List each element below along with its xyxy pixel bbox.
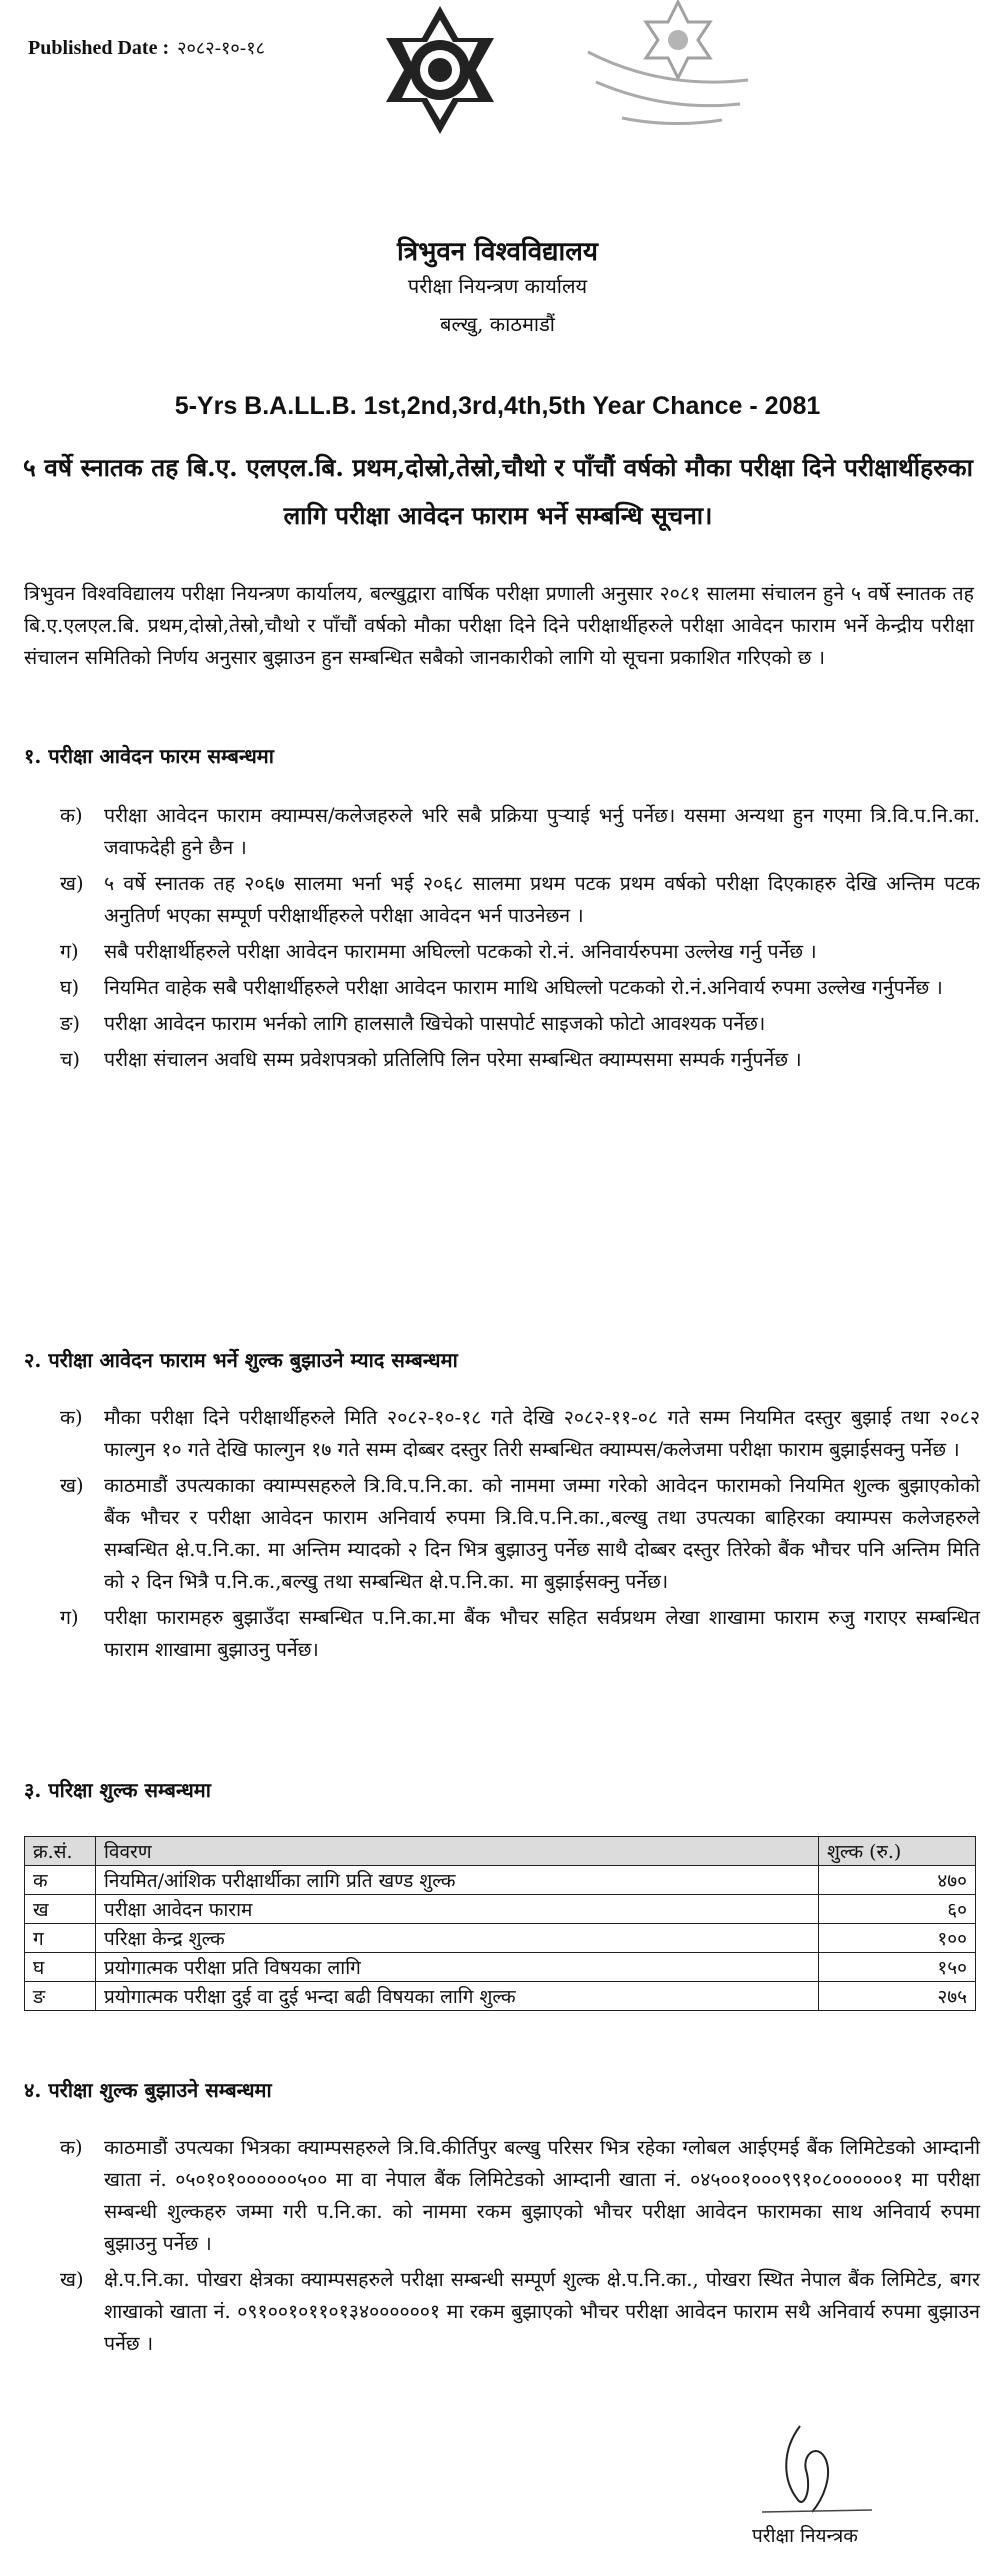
list-item-text: परीक्षा संचालन अवधि सम्म प्रवेशपत्रको प्रतिलिपि लिन परेमा सम्बन्धित क्याम्पसमा सम्पर्क गर्नुपर्नेछ । [104,1048,802,1071]
list-item [60,800,980,864]
col-fee: शुल्क (रु.) [819,1837,976,1866]
row-fee: १०० [819,1924,976,1953]
list-item-text: नियमित वाहेक सबै परीक्षार्थीहरुले परीक्षा आवेदन फाराम माथि अघिल्लो पटकको रो.नं.अनिवार्य रुपमा उल्लेख गर्नुपर्नेछ । [104,976,943,999]
table-row [25,1982,976,2011]
section-1-list [60,800,980,1080]
table-row [25,1953,976,1982]
col-desc: विवरण [96,1837,819,1866]
row-desc: नियमित/आंशिक परीक्षार्थीका लागि प्रति खण्ड शुल्क [96,1866,819,1895]
list-item-text: काठमाडौं उपत्यकाका क्याम्पसहरुले त्रि.वि.प.नि.का. को नाममा जम्मा गरेको आवेदन फारामको नियमित शुल्क बुझाएकोको बैंक भौचर र परीक्षा आवेदन फाराम अनिवार्य रुपमा त्रि.वि.प.नि.का.,बल्खु तथा उपत्यका बाहिरका क्याम्पस कलेजहरुले सम्बन्धित क्षे.प.नि.का. मा अन्तिम म्यादको २ दिन भित्र बुझाउनु पर्नेछ साथै दोब्बर दस्तुर तिरेको बैंक भौचर पनि अन्तिम मिति को २ दिन भित्रै प.नि.क.,बल्खु तथा सम्बन्धित क्षे.प.नि.का. मा बुझाईसक्नु पर्नेछ। [104,1474,980,1593]
list-item [60,1008,980,1040]
list-item-label: ग) [60,1606,79,1629]
list-item-label: घ) [60,976,80,999]
list-item [60,1044,980,1076]
row-fee: १५० [819,1953,976,1982]
col-sn: क्र.सं. [25,1837,96,1866]
notice-title: ५ वर्षे स्नातक तह बि.ए. एलएल.बि. प्रथम,दोस्रो,तेस्रो,चौथो र पाँचौं वर्षको मौका परीक्षा दिने परीक्षार्थीहरुका लागि परीक्षा आवेदन फाराम भर्ने सम्बन्धि सूचना। [23,453,973,530]
office-stamp-icon [582,0,750,130]
fee-table-header [25,1837,976,1866]
published-date-label: Published Date : [28,37,170,59]
table-row [25,1895,976,1924]
signature-icon [742,2420,882,2520]
published-date [28,36,265,60]
office-location: बल्खु, काठमाडौं [440,312,555,336]
list-item [60,868,980,932]
row-sn: क [25,1866,96,1895]
list-item-label: क) [60,1406,83,1429]
list-item-text: परीक्षा आवेदन फाराम क्याम्पस/कलेजहरुले भरि सबै प्रक्रिया पुऱ्याई भर्नु पर्नेछ। यसमा अन्यथा हुन गएमा त्रि.वि.प.नि.का. जवाफदेही हुने छैन । [104,804,980,859]
fee-table [24,1836,976,2011]
course-line: 5-Yrs B.A.LL.B. 1st,2nd,3rd,4th,5th Year Chance - 2081 [174,392,821,420]
section-4-heading: ४. परीक्षा शुल्क बुझाउने सम्बन्धमा [24,2078,272,2102]
row-sn: ख [25,1895,96,1924]
table-row [25,1866,976,1895]
list-item-label: ग) [60,940,79,963]
row-fee: ६० [819,1895,976,1924]
section-4-list [60,2132,980,2364]
university-name: त्रिभुवन विश्वविद्यालय [396,237,598,267]
list-item-text: परीक्षा आवेदन फाराम भर्नको लागि हालसालै खिचेको पासपोर्ट साइजको फोटो आवश्यक पर्नेछ। [104,1012,766,1035]
section-2-heading: २. परीक्षा आवेदन फाराम भर्ने शुल्क बुझाउने म्याद सम्बन्धमा [24,1348,458,1372]
list-item-label: ङ) [60,1012,81,1035]
intro-paragraph: त्रिभुवन विश्वविद्यालय परीक्षा नियन्त्रण कार्यालय, बल्खुद्वारा वार्षिक परीक्षा प्रणाली अनुसार २०८१ सालमा संचालन हुने ५ वर्षे स्नातक तह बि.ए.एलएल.बि. प्रथम,दोस्रो,तेस्रो,चौथो र पाँचौं वर्षको मौका परीक्षा दिने दिने परीक्षार्थीहरुले परीक्षा आवेदन फाराम भर्ने केन्द्रीय परीक्षा संचालन समितिको निर्णय अनुसार बुझाउन हुन सम्बन्धित सबैको जानकारीको लागि यो सूचना प्रकाशित गरिएको छ । [24,582,974,669]
list-item-label: क) [60,2136,83,2159]
list-item [60,936,980,968]
list-item-label: ख) [60,872,84,895]
row-desc: परीक्षा आवेदन फाराम [96,1895,819,1924]
published-date-value: २०८२-१०-१८ [177,38,265,59]
row-sn: घ [25,1953,96,1982]
list-item-label: ख) [60,1474,84,1497]
tu-emblem-icon [370,0,510,140]
row-fee: २७५ [819,1982,976,2011]
list-item-label: क) [60,804,83,827]
row-sn: ङ [25,1982,96,2011]
list-item-text: ५ वर्षे स्नातक तह २०६७ सालमा भर्ना भई २०६८ सालमा प्रथम पटक प्रथम वर्षको परीक्षा दिएकाहरु देखि अन्तिम पटक अनुतिर्ण भएका सम्पूर्ण परीक्षार्थीहरुले परीक्षा आवेदन भर्न पाउनेछन । [104,872,980,927]
row-desc: प्रयोगात्मक परीक्षा दुई वा दुई भन्दा बढी विषयका लागि शुल्क [96,1982,819,2011]
list-item-text: काठमाडौं उपत्यका भित्रका क्याम्पसहरुले त्रि.वि.कीर्तिपुर बल्खु परिसर भित्र रहेका ग्लोबल आईएमई बैंक लिमिटेडको आम्दानी खाता नं. ०५०१०१००००००५०० मा वा नेपाल बैंक लिमिटेडको आम्दानी खाता नं. ०४५००१०००९९१०८००००००१ मा परीक्षा सम्बन्धी शुल्कहरु जम्मा गरी प.नि.का. को नाममा रकम बुझाएको भौचर परीक्षा आवेदन फारामका साथ अनिवार्य रुपमा बुझाउनु पर्नेछ । [104,2136,980,2255]
list-item-label: ख) [60,2268,84,2291]
list-item [60,2132,980,2260]
list-item [60,2264,980,2360]
list-item-text: मौका परीक्षा दिने परीक्षार्थीहरुले मिति २०८२-१०-१८ गते देखि २०८२-११-०८ गते सम्म नियमित दस्तुर बुझाई तथा २०८२ फाल्गुन १० गते देखि फाल्गुन १७ गते सम्म दोब्बर दस्तुर तिरी सम्बन्धित क्याम्पस/कलेजमा परीक्षा फाराम बुझाईसक्नु पर्नेछ । [104,1406,980,1461]
section-1-heading: १. परीक्षा आवेदन फारम सम्बन्धमा [24,744,274,768]
list-item [60,1470,980,1598]
list-item-text: सबै परीक्षार्थीहरुले परीक्षा आवेदन फाराममा अघिल्लो पटकको रो.नं. अनिवार्यरुपमा उल्लेख गर्नु पर्नेछ । [104,940,817,963]
list-item [60,1602,980,1666]
office-name: परीक्षा नियन्त्रण कार्यालय [407,274,588,298]
section-3-heading: ३. परिक्षा शुल्क सम्बन्धमा [24,1778,211,1802]
row-desc: प्रयोगात्मक परीक्षा प्रति विषयका लागि [96,1953,819,1982]
list-item-label: च) [60,1048,80,1071]
row-desc: परिक्षा केन्द्र शुल्क [96,1924,819,1953]
list-item [60,972,980,1004]
row-sn: ग [25,1924,96,1953]
list-item-text: क्षे.प.नि.का. पोखरा क्षेत्रका क्याम्पसहरुले परीक्षा सम्बन्धी सम्पूर्ण शुल्क क्षे.प.नि.का., पोखरा स्थित नेपाल बैंक लिमिटेड, बगर शाखाको खाता नं. ०९१००१०११०१३४००००००१ मा रकम बुझाएको भौचर परीक्षा आवेदन फाराम सथै अनिवार्य रुपमा बुझाउन पर्नेछ । [104,2268,980,2355]
table-row [25,1924,976,1953]
list-item-text: परीक्षा फारामहरु बुझाउँदा सम्बन्धित प.नि.का.मा बैंक भौचर सहित सर्वप्रथम लेखा शाखामा फाराम रुजु गराएर सम्बन्धित फाराम शाखामा बुझाउनु पर्नेछ। [104,1606,980,1661]
section-2-list [60,1402,980,1670]
list-item [60,1402,980,1466]
signatory-title: परीक्षा नियन्त्रक [752,2525,858,2547]
row-fee: ४७० [819,1866,976,1895]
